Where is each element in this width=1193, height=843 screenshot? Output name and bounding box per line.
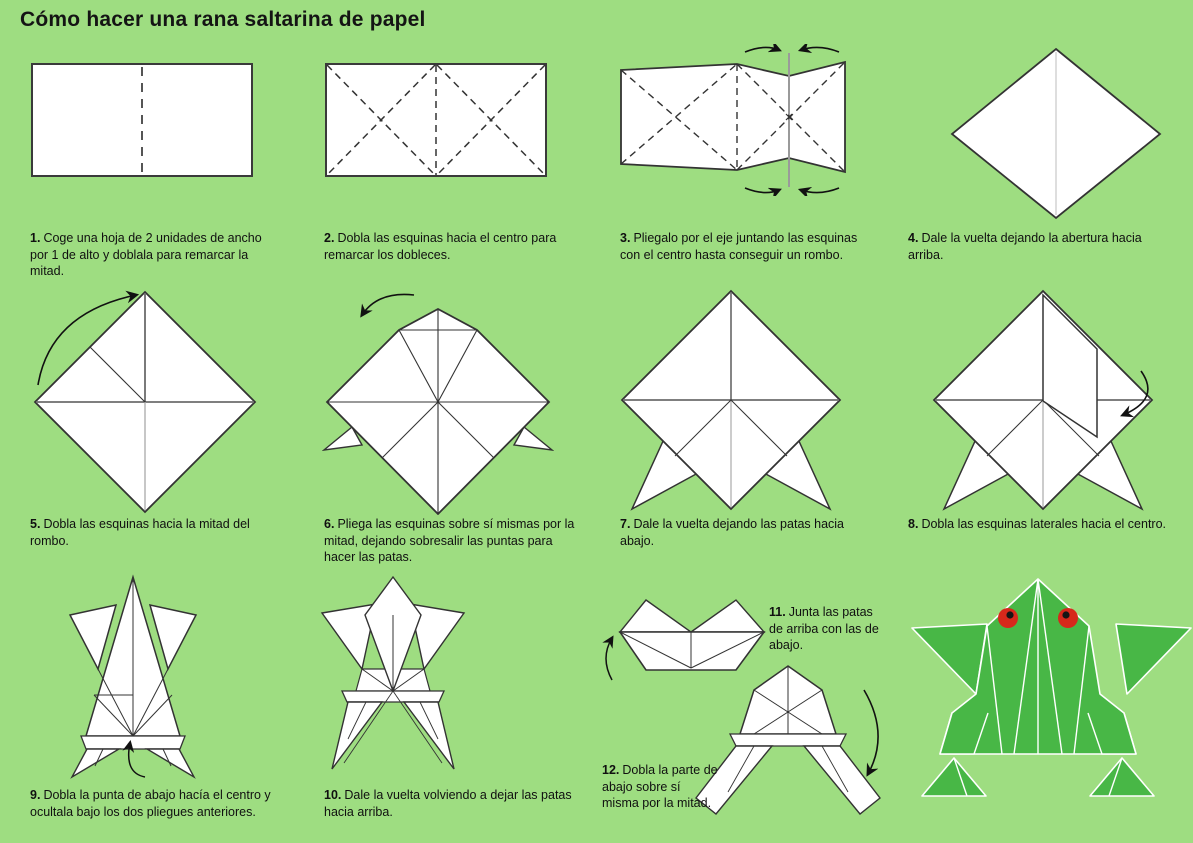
- step-text: Coge una hoja de 2 unidades de ancho por 1 de alto y doblala para remarcar la mitad.: [30, 231, 262, 278]
- step-3-caption: [620, 230, 868, 263]
- step-text: Dobla la punta de abajo hacía el centro y ocultala bajo los dos pliegues anteriores.: [30, 788, 271, 819]
- fold-arrow-icon: [864, 690, 878, 774]
- fold-arrow-icon: [362, 294, 414, 315]
- bottom-band: [81, 736, 185, 749]
- step-number: 2.: [324, 231, 335, 245]
- step-number: 4.: [908, 231, 919, 245]
- frog-left-foot: [922, 758, 986, 796]
- step-text: Junta las patas de arriba con las de abajo.: [769, 605, 879, 652]
- step-9-diagram: [48, 573, 218, 779]
- step-number: 7.: [620, 517, 631, 531]
- step-4-caption: [908, 230, 1170, 263]
- right-hind-leg: [404, 702, 454, 769]
- step-1-caption: [30, 230, 270, 280]
- step-5-diagram: [30, 287, 262, 515]
- step-text: Pliega las esquinas sobre sí mismas por la mitad, dejando sobresalir las puntas para hacer las patas.: [324, 517, 575, 564]
- step-2-diagram: [325, 63, 547, 177]
- step-1-diagram: [31, 63, 253, 177]
- step-4-diagram: [950, 47, 1162, 221]
- finished-frog-figure: [910, 576, 1193, 839]
- step-text: Dale la vuelta dejando las patas hacia abajo.: [620, 517, 844, 548]
- frog-right-arm: [1116, 624, 1191, 694]
- step-6-caption: [324, 516, 580, 566]
- step-8-caption: [908, 516, 1170, 533]
- step-text: Dobla la parte de abajo sobre sí misma por la mitad.: [602, 763, 718, 810]
- step-number: 5.: [30, 517, 41, 531]
- step-text: Dobla las esquinas hacia el centro para remarcar los dobleces.: [324, 231, 557, 262]
- step-3-diagram: [615, 44, 851, 196]
- step-text: Dobla las esquinas laterales hacia el centro.: [921, 517, 1167, 531]
- frog-right-eye: [1058, 608, 1078, 628]
- step-number: 12.: [602, 763, 620, 777]
- step-9-caption: [30, 787, 298, 820]
- bottom-band: [730, 734, 846, 746]
- left-hind-leg: [72, 749, 119, 777]
- step-5-caption: [30, 516, 270, 549]
- step-number: 1.: [30, 231, 41, 245]
- step-10-caption: [324, 787, 582, 820]
- right-hind-leg: [804, 746, 880, 814]
- step-text: Dobla las esquinas hacia la mitad del rombo.: [30, 517, 250, 548]
- step-12-caption: [602, 762, 720, 812]
- step-number: 3.: [620, 231, 631, 245]
- step-11-caption: [769, 604, 887, 654]
- step-text: Dale la vuelta volviendo a dejar las patas hacia arriba.: [324, 788, 572, 819]
- step-number: 10.: [324, 788, 342, 802]
- step-7-caption: [620, 516, 868, 549]
- bottom-band: [342, 691, 444, 702]
- step-text: Pliegalo por el eje juntando las esquinas con el centro hasta conseguir un rombo.: [620, 231, 858, 262]
- fold-arrow-icon: [606, 638, 612, 680]
- step-number: 8.: [908, 517, 919, 531]
- step-10-diagram: [318, 571, 468, 777]
- step-2-caption: [324, 230, 574, 263]
- left-hind-leg: [332, 702, 382, 769]
- step-7-diagram: [618, 287, 844, 513]
- right-hind-leg: [147, 749, 194, 777]
- frog-left-eye: [998, 608, 1018, 628]
- step-8-diagram: [925, 287, 1165, 513]
- frog-left-pupil: [1006, 611, 1013, 618]
- step-number: 9.: [30, 788, 41, 802]
- step-number: 6.: [324, 517, 335, 531]
- frog-right-foot: [1090, 758, 1154, 796]
- step-text: Dale la vuelta dejando la abertura hacia arriba.: [908, 231, 1142, 262]
- step-6-diagram: [322, 287, 554, 515]
- step-number: 11.: [769, 605, 786, 619]
- page-title: Cómo hacer una rana saltarina de papel: [20, 8, 426, 31]
- frog-left-arm: [912, 624, 987, 694]
- frog-right-pupil: [1062, 611, 1069, 618]
